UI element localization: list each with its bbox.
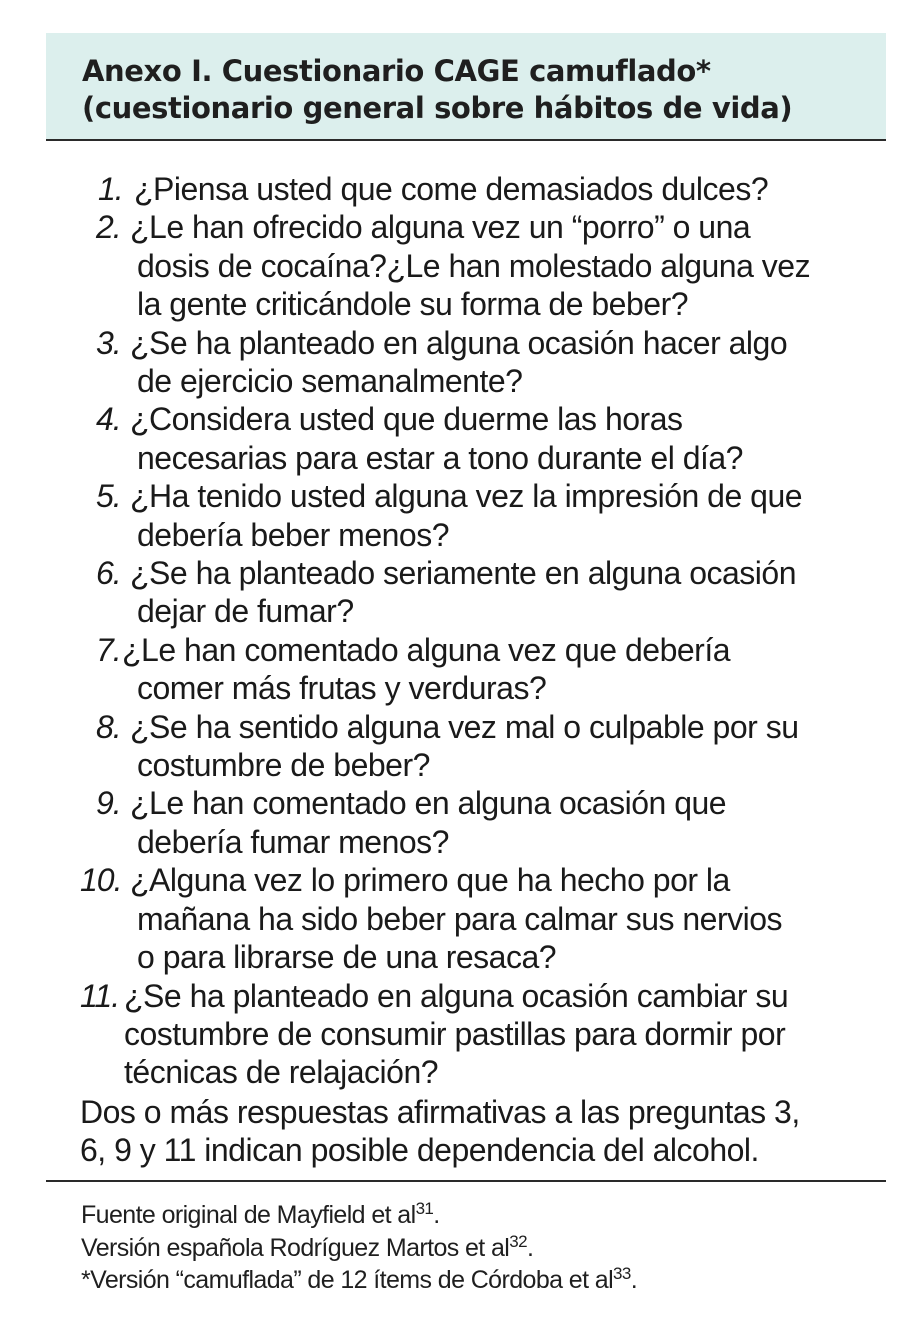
question-number: 10.	[80, 862, 122, 899]
question-text: ¿Considera usted que duerme las horas necesarias para estar a tono durante el día?	[130, 401, 743, 476]
question-number: 1.	[98, 171, 123, 207]
question-text: ¿Se ha sentido alguna vez mal o culpable por su costumbre de beber?	[130, 708, 799, 784]
footnote	[81, 1264, 881, 1297]
footnote-end: .	[630, 1266, 638, 1294]
question-number: 8.	[96, 708, 121, 745]
question-item	[0, 400, 921, 477]
title-line-1: Anexo I. Cuestionario CAGE camuflado*	[82, 54, 711, 88]
divider	[46, 1180, 886, 1182]
title-line-2: (cuestionario general sobre hábitos de vida)	[82, 91, 793, 125]
footnote-text: Versión española Rodríguez Martos et al	[81, 1233, 510, 1262]
question-number: 7.	[96, 631, 121, 668]
question-text: ¿Piensa usted que come demasiados dulces?	[134, 171, 769, 207]
footnote-ref: 31	[415, 1199, 434, 1218]
question-item	[0, 977, 921, 1092]
question-item	[0, 554, 921, 631]
question-number: 4.	[96, 401, 121, 438]
footnotes	[81, 1199, 881, 1297]
question-text: ¿Le han comentado en alguna ocasión que debería fumar menos?	[130, 785, 727, 860]
question-number: 11.	[80, 977, 120, 1014]
question-number: 6.	[96, 555, 121, 592]
question-number: 9.	[96, 785, 121, 822]
footnote-text: *Versión “camuflada” de 12 ítems de Córdoba et al	[81, 1266, 614, 1294]
footnote-ref: 33	[613, 1264, 631, 1283]
question-item	[0, 708, 921, 785]
question-item	[0, 208, 921, 323]
footnote	[81, 1199, 881, 1232]
question-text: ¿Alguna vez lo primero que ha hecho por la mañana ha sido beber para calmar sus nervios o para librarse de una resaca?	[130, 862, 783, 976]
question-item	[0, 861, 921, 976]
page-title	[82, 53, 792, 127]
question-text: ¿Se ha planteado seriamente en alguna ocasión dejar de fumar?	[130, 555, 796, 630]
question-text: ¿Le han comentado alguna vez que debería comer más frutas y verduras?	[122, 631, 731, 707]
question-item	[0, 170, 921, 208]
question-number: 2.	[96, 209, 121, 246]
summary-note: Dos o más respuestas afirmativas a las preguntas 3, 6, 9 y 11 indican posible dependencia del alcohol.	[80, 1094, 800, 1169]
question-item	[0, 324, 921, 401]
footnote-text: Fuente original de Mayfield et al	[81, 1201, 416, 1229]
question-item	[0, 784, 921, 861]
footnote	[81, 1232, 881, 1265]
table-header	[46, 33, 886, 141]
footnote-ref: 32	[509, 1231, 527, 1251]
question-number: 5.	[96, 478, 121, 515]
question-list	[0, 170, 921, 1092]
footnote-end: .	[526, 1233, 534, 1262]
question-text: ¿Ha tenido usted alguna vez la impresión de que debería beber menos?	[130, 478, 803, 553]
question-number: 3.	[96, 324, 121, 361]
question-text: ¿Se ha planteado en alguna ocasión cambiar su costumbre de consumir pastillas para dormir por técnicas de relajación?	[124, 977, 789, 1091]
question-item	[0, 631, 921, 708]
question-item	[0, 477, 921, 554]
footnote-end: .	[433, 1201, 440, 1229]
question-text: ¿Se ha planteado en alguna ocasión hacer algo de ejercicio semanalmente?	[130, 324, 788, 400]
question-text: ¿Le han ofrecido alguna vez un “porro” o una dosis de cocaína?¿Le han molestado alguna vez la gente criticándole su forma de beber?	[130, 209, 811, 323]
